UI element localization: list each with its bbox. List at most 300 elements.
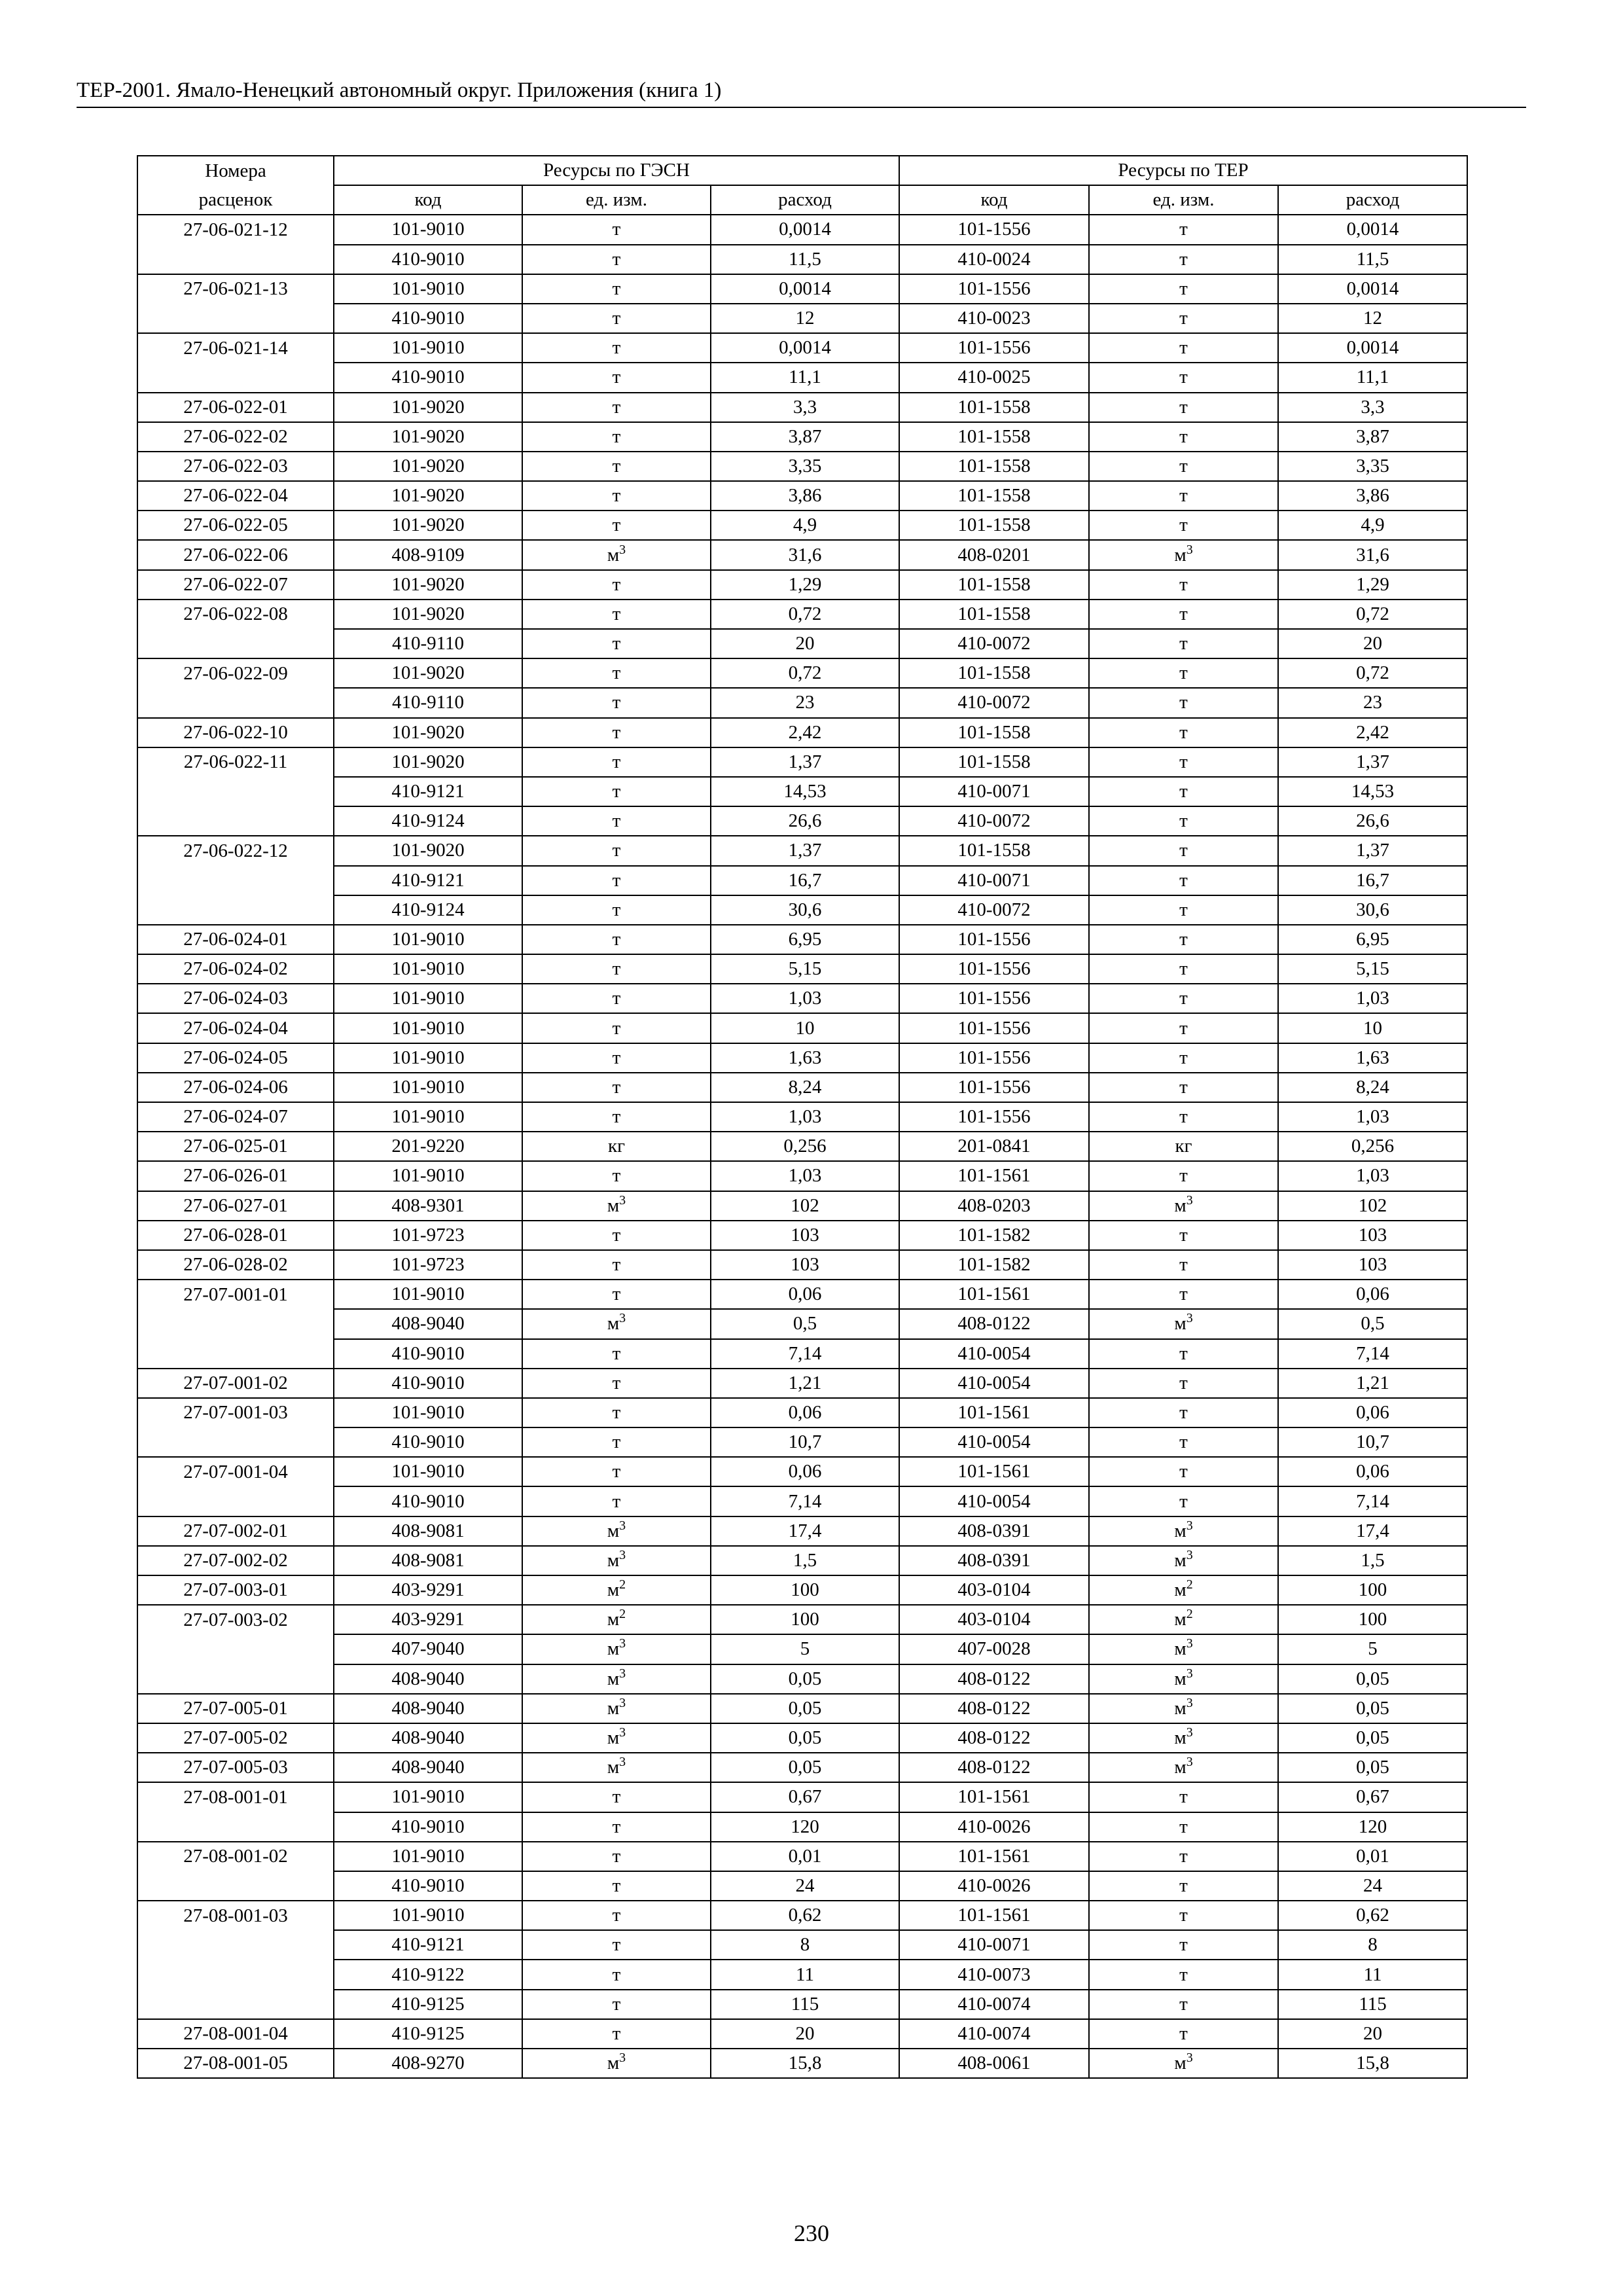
cell-ter-unit: $м^3$ <box>1089 1634 1278 1664</box>
cell-ter-code: 410-0054 <box>899 1486 1089 1516</box>
cell-gesn-unit: $м^3$ <box>522 2049 711 2078</box>
rate-number: 27-06-024-06 <box>137 1073 334 1102</box>
cell-ter-qty: 1,37 <box>1278 747 1467 777</box>
cell-gesn-code: 101-9010 <box>334 1782 522 1812</box>
cell-ter-code: 101-1558 <box>899 747 1089 777</box>
cell-ter-unit: т <box>1089 422 1278 452</box>
cell-ter-unit: т <box>1089 1043 1278 1073</box>
cell-gesn-code: 101-9010 <box>334 1398 522 1427</box>
cell-gesn-qty: 0,256 <box>711 1132 899 1161</box>
cell-gesn-code: 101-9020 <box>334 658 522 688</box>
cell-ter-unit: т <box>1089 1871 1278 1901</box>
cell-gesn-code: 403-9291 <box>334 1605 522 1634</box>
cell-ter-code: 101-1556 <box>899 954 1089 984</box>
cell-ter-code: 101-1558 <box>899 452 1089 481</box>
cell-ter-unit: $м^3$ <box>1089 1723 1278 1753</box>
rate-number-continuation <box>137 629 334 658</box>
cell-ter-unit: т <box>1089 866 1278 895</box>
cell-gesn-unit: т <box>522 1398 711 1427</box>
table-row <box>137 1457 1467 1486</box>
page-header-title: ТЕР-2001. Ямало-Ненецкий автономный округ. Приложения (книга 1) <box>77 79 722 102</box>
cell-ter-code: 410-0024 <box>899 245 1089 274</box>
cell-ter-unit: т <box>1089 333 1278 363</box>
cell-ter-unit: т <box>1089 481 1278 511</box>
cell-ter-qty: 1,21 <box>1278 1369 1467 1398</box>
cell-ter-qty: 8 <box>1278 1930 1467 1960</box>
cell-gesn-unit: т <box>522 393 711 422</box>
table-row <box>137 866 1467 895</box>
table-row <box>137 1782 1467 1812</box>
cell-ter-unit: т <box>1089 600 1278 629</box>
cell-ter-code: 101-1582 <box>899 1250 1089 1280</box>
cell-ter-code: 410-0071 <box>899 866 1089 895</box>
rate-number-continuation <box>137 1486 334 1516</box>
cell-gesn-unit: кг <box>522 1132 711 1161</box>
cell-ter-qty: 1,03 <box>1278 1161 1467 1191</box>
cell-gesn-qty: 5,15 <box>711 954 899 984</box>
header-group-gesn: Ресурсы по ГЭСН <box>334 156 899 185</box>
rate-number-continuation <box>137 1871 334 1901</box>
cell-gesn-unit: $м^2$ <box>522 1605 711 1634</box>
table-row <box>137 570 1467 600</box>
cell-ter-code: 408-0203 <box>899 1191 1089 1221</box>
cell-gesn-unit: т <box>522 629 711 658</box>
resource-table <box>137 155 1468 2079</box>
rate-number-continuation <box>137 1960 334 1989</box>
cell-gesn-qty: 0,05 <box>711 1723 899 1753</box>
table-row <box>137 1102 1467 1132</box>
table-row <box>137 718 1467 747</box>
cell-ter-unit: т <box>1089 747 1278 777</box>
rate-number: 27-07-001-01 <box>137 1280 334 1309</box>
cell-ter-unit: т <box>1089 245 1278 274</box>
cell-ter-qty: 1,29 <box>1278 570 1467 600</box>
cell-ter-code: 408-0122 <box>899 1753 1089 1782</box>
rate-number: 27-07-005-03 <box>137 1753 334 1782</box>
cell-gesn-code: 101-9010 <box>334 1013 522 1043</box>
table-row <box>137 2049 1467 2078</box>
rate-number: 27-06-024-02 <box>137 954 334 984</box>
cell-gesn-qty: 10 <box>711 1013 899 1043</box>
cell-ter-qty: 0,5 <box>1278 1309 1467 1338</box>
cell-gesn-qty: 5 <box>711 1634 899 1664</box>
cell-gesn-unit: т <box>522 836 711 865</box>
rate-number: 27-08-001-01 <box>137 1782 334 1812</box>
cell-ter-qty: 0,06 <box>1278 1457 1467 1486</box>
cell-gesn-code: 101-9020 <box>334 718 522 747</box>
cell-ter-code: 410-0025 <box>899 363 1089 392</box>
cell-gesn-unit: $м^3$ <box>522 1309 711 1338</box>
cell-gesn-unit: т <box>522 1250 711 1280</box>
cell-gesn-unit: т <box>522 1842 711 1871</box>
rate-number: 27-08-001-03 <box>137 1901 334 1930</box>
cell-gesn-code: 408-9081 <box>334 1516 522 1546</box>
table-row <box>137 245 1467 274</box>
cell-gesn-code: 410-9010 <box>334 245 522 274</box>
cell-gesn-code: 410-9010 <box>334 1871 522 1901</box>
cell-ter-unit: $м^2$ <box>1089 1605 1278 1634</box>
cell-gesn-code: 410-9121 <box>334 777 522 806</box>
cell-gesn-unit: т <box>522 1901 711 1930</box>
cell-gesn-unit: т <box>522 304 711 333</box>
table-row <box>137 984 1467 1013</box>
cell-gesn-code: 410-9110 <box>334 629 522 658</box>
cell-ter-code: 101-1558 <box>899 511 1089 540</box>
table-row <box>137 1753 1467 1782</box>
cell-gesn-qty: 0,0014 <box>711 274 899 304</box>
table-row <box>137 1605 1467 1634</box>
rate-number: 27-06-021-13 <box>137 274 334 304</box>
cell-gesn-qty: 15,8 <box>711 2049 899 2078</box>
cell-ter-unit: т <box>1089 1782 1278 1812</box>
cell-ter-code: 410-0074 <box>899 2019 1089 2049</box>
cell-ter-qty: 24 <box>1278 1871 1467 1901</box>
cell-gesn-qty: 1,03 <box>711 1102 899 1132</box>
cell-ter-unit: т <box>1089 954 1278 984</box>
cell-gesn-unit: $м^3$ <box>522 1753 711 1782</box>
rate-number-continuation <box>137 363 334 392</box>
cell-ter-code: 101-1556 <box>899 1013 1089 1043</box>
rate-number-continuation <box>137 1634 334 1664</box>
cell-gesn-code: 101-9020 <box>334 747 522 777</box>
cell-gesn-qty: 12 <box>711 304 899 333</box>
cell-gesn-qty: 0,72 <box>711 600 899 629</box>
cell-ter-unit: т <box>1089 1842 1278 1871</box>
cell-ter-code: 410-0072 <box>899 688 1089 717</box>
cell-ter-unit: $м^3$ <box>1089 540 1278 569</box>
cell-ter-qty: 115 <box>1278 1990 1467 2019</box>
cell-ter-qty: 0,05 <box>1278 1723 1467 1753</box>
cell-gesn-qty: 0,0014 <box>711 333 899 363</box>
cell-gesn-code: 408-9040 <box>334 1694 522 1723</box>
cell-gesn-unit: т <box>522 895 711 925</box>
cell-ter-unit: т <box>1089 511 1278 540</box>
table-row <box>137 1664 1467 1694</box>
cell-ter-unit: т <box>1089 806 1278 836</box>
cell-ter-qty: 1,5 <box>1278 1546 1467 1575</box>
cell-gesn-qty: 6,95 <box>711 925 899 954</box>
cell-ter-code: 101-1558 <box>899 836 1089 865</box>
table-row <box>137 1486 1467 1516</box>
rate-number: 27-06-021-12 <box>137 215 334 244</box>
table-row <box>137 540 1467 569</box>
table-row <box>137 304 1467 333</box>
cell-ter-unit: т <box>1089 363 1278 392</box>
rate-number-continuation <box>137 304 334 333</box>
cell-gesn-qty: 11,5 <box>711 245 899 274</box>
cell-gesn-unit: т <box>522 245 711 274</box>
rate-number: 27-06-022-12 <box>137 836 334 865</box>
cell-gesn-unit: $м^2$ <box>522 1575 711 1605</box>
cell-gesn-code: 101-9010 <box>334 1457 522 1486</box>
table-row <box>137 836 1467 865</box>
cell-gesn-qty: 0,05 <box>711 1664 899 1694</box>
cell-ter-unit: т <box>1089 836 1278 865</box>
rate-number: 27-06-024-05 <box>137 1043 334 1073</box>
rate-number-continuation <box>137 245 334 274</box>
cell-gesn-unit: т <box>522 925 711 954</box>
cell-gesn-code: 408-9109 <box>334 540 522 569</box>
table-row <box>137 658 1467 688</box>
cell-gesn-unit: т <box>522 1073 711 1102</box>
rate-number: 27-06-022-07 <box>137 570 334 600</box>
cell-ter-code: 101-1556 <box>899 1043 1089 1073</box>
cell-gesn-qty: 11 <box>711 1960 899 1989</box>
cell-ter-code: 408-0122 <box>899 1664 1089 1694</box>
rate-number-continuation <box>137 1339 334 1369</box>
header-number-line2: расценок <box>137 185 334 215</box>
cell-ter-qty: 5,15 <box>1278 954 1467 984</box>
cell-ter-qty: 2,42 <box>1278 718 1467 747</box>
cell-ter-qty: 0,05 <box>1278 1753 1467 1782</box>
table-row <box>137 1812 1467 1842</box>
cell-gesn-qty: 103 <box>711 1221 899 1250</box>
cell-gesn-qty: 3,3 <box>711 393 899 422</box>
header-ter-code: код <box>899 185 1089 215</box>
rate-number: 27-08-001-04 <box>137 2019 334 2049</box>
cell-gesn-qty: 20 <box>711 629 899 658</box>
cell-gesn-unit: т <box>522 718 711 747</box>
cell-gesn-qty: 24 <box>711 1871 899 1901</box>
table-row <box>137 215 1467 244</box>
cell-gesn-code: 101-9020 <box>334 393 522 422</box>
cell-gesn-qty: 2,42 <box>711 718 899 747</box>
cell-ter-qty: 0,67 <box>1278 1782 1467 1812</box>
cell-gesn-qty: 17,4 <box>711 1516 899 1546</box>
cell-ter-code: 410-0072 <box>899 895 1089 925</box>
cell-gesn-qty: 0,62 <box>711 1901 899 1930</box>
cell-gesn-unit: т <box>522 1427 711 1457</box>
table-row <box>137 895 1467 925</box>
cell-ter-code: 403-0104 <box>899 1605 1089 1634</box>
table-row <box>137 954 1467 984</box>
cell-gesn-code: 410-9124 <box>334 895 522 925</box>
rate-number: 27-07-003-02 <box>137 1605 334 1634</box>
cell-gesn-unit: т <box>522 747 711 777</box>
cell-ter-code: 408-0061 <box>899 2049 1089 2078</box>
cell-gesn-qty: 4,9 <box>711 511 899 540</box>
rate-number: 27-06-024-04 <box>137 1013 334 1043</box>
cell-gesn-code: 410-9122 <box>334 1960 522 1989</box>
cell-gesn-unit: т <box>522 954 711 984</box>
table-row <box>137 422 1467 452</box>
cell-ter-unit: т <box>1089 688 1278 717</box>
rate-number: 27-06-024-03 <box>137 984 334 1013</box>
cell-gesn-qty: 100 <box>711 1575 899 1605</box>
cell-ter-qty: 31,6 <box>1278 540 1467 569</box>
cell-gesn-code: 101-9010 <box>334 1073 522 1102</box>
cell-gesn-code: 101-9020 <box>334 452 522 481</box>
rate-number: 27-06-024-07 <box>137 1102 334 1132</box>
cell-gesn-unit: т <box>522 1161 711 1191</box>
cell-gesn-unit: $м^3$ <box>522 1516 711 1546</box>
cell-gesn-qty: 1,21 <box>711 1369 899 1398</box>
rate-number-continuation <box>137 806 334 836</box>
rate-number: 27-07-002-01 <box>137 1516 334 1546</box>
cell-ter-qty: 0,256 <box>1278 1132 1467 1161</box>
table-row <box>137 1073 1467 1102</box>
table-row <box>137 481 1467 511</box>
cell-ter-unit: т <box>1089 1221 1278 1250</box>
table-row <box>137 393 1467 422</box>
cell-gesn-code: 410-9010 <box>334 363 522 392</box>
cell-ter-unit: т <box>1089 1960 1278 1989</box>
cell-ter-unit: $м^3$ <box>1089 1753 1278 1782</box>
cell-gesn-unit: т <box>522 363 711 392</box>
cell-gesn-code: 410-9121 <box>334 866 522 895</box>
cell-ter-code: 101-1556 <box>899 1073 1089 1102</box>
cell-ter-unit: т <box>1089 1339 1278 1369</box>
cell-ter-unit: $м^3$ <box>1089 1664 1278 1694</box>
rate-number: 27-07-005-01 <box>137 1694 334 1723</box>
cell-ter-unit: т <box>1089 658 1278 688</box>
cell-ter-unit: т <box>1089 925 1278 954</box>
cell-ter-unit: т <box>1089 1901 1278 1930</box>
cell-gesn-unit: т <box>522 688 711 717</box>
cell-ter-unit: $м^3$ <box>1089 2049 1278 2078</box>
cell-ter-qty: 0,01 <box>1278 1842 1467 1871</box>
cell-ter-unit: т <box>1089 1398 1278 1427</box>
cell-gesn-qty: 1,03 <box>711 1161 899 1191</box>
cell-gesn-unit: т <box>522 570 711 600</box>
rate-number-continuation <box>137 1990 334 2019</box>
rate-number: 27-07-003-01 <box>137 1575 334 1605</box>
cell-gesn-unit: т <box>522 1339 711 1369</box>
cell-gesn-unit: т <box>522 481 711 511</box>
table-row <box>137 1516 1467 1546</box>
rate-number-continuation <box>137 895 334 925</box>
cell-ter-qty: 100 <box>1278 1605 1467 1634</box>
cell-gesn-qty: 0,06 <box>711 1398 899 1427</box>
table-row <box>137 1427 1467 1457</box>
rate-number: 27-07-005-02 <box>137 1723 334 1753</box>
cell-gesn-unit: т <box>522 1990 711 2019</box>
cell-ter-qty: 0,05 <box>1278 1694 1467 1723</box>
rate-number: 27-06-022-08 <box>137 600 334 629</box>
cell-ter-code: 101-1556 <box>899 215 1089 244</box>
table-row <box>137 1398 1467 1427</box>
cell-ter-qty: 17,4 <box>1278 1516 1467 1546</box>
cell-gesn-unit: т <box>522 333 711 363</box>
cell-ter-unit: т <box>1089 1369 1278 1398</box>
rate-number: 27-06-022-09 <box>137 658 334 688</box>
cell-ter-unit: $м^3$ <box>1089 1191 1278 1221</box>
table-row <box>137 629 1467 658</box>
cell-gesn-code: 101-9010 <box>334 925 522 954</box>
cell-ter-unit: т <box>1089 984 1278 1013</box>
cell-gesn-code: 101-9723 <box>334 1250 522 1280</box>
cell-gesn-code: 410-9125 <box>334 2019 522 2049</box>
cell-gesn-unit: т <box>522 1280 711 1309</box>
header-gesn-unit: ед. изм. <box>522 185 711 215</box>
cell-ter-qty: 15,8 <box>1278 2049 1467 2078</box>
cell-gesn-code: 101-9020 <box>334 600 522 629</box>
table-row <box>137 1221 1467 1250</box>
cell-gesn-unit: т <box>522 452 711 481</box>
table-row <box>137 1575 1467 1605</box>
cell-gesn-qty: 0,05 <box>711 1694 899 1723</box>
cell-ter-qty: 20 <box>1278 2019 1467 2049</box>
cell-gesn-code: 101-9020 <box>334 570 522 600</box>
cell-gesn-qty: 7,14 <box>711 1486 899 1516</box>
table-row <box>137 333 1467 363</box>
table-row <box>137 1191 1467 1221</box>
cell-gesn-qty: 0,06 <box>711 1457 899 1486</box>
cell-ter-qty: 0,05 <box>1278 1664 1467 1694</box>
cell-gesn-unit: $м^3$ <box>522 1634 711 1664</box>
rate-number: 27-06-022-03 <box>137 452 334 481</box>
cell-gesn-unit: т <box>522 866 711 895</box>
rate-number: 27-06-021-14 <box>137 333 334 363</box>
cell-gesn-qty: 1,37 <box>711 836 899 865</box>
rate-number: 27-07-001-04 <box>137 1457 334 1486</box>
cell-gesn-qty: 102 <box>711 1191 899 1221</box>
cell-ter-unit: т <box>1089 274 1278 304</box>
cell-ter-unit: $м^3$ <box>1089 1516 1278 1546</box>
cell-ter-qty: 120 <box>1278 1812 1467 1842</box>
cell-gesn-qty: 23 <box>711 688 899 717</box>
cell-ter-code: 201-0841 <box>899 1132 1089 1161</box>
header-gesn-qty: расход <box>711 185 899 215</box>
table-row <box>137 1842 1467 1871</box>
cell-gesn-qty: 0,72 <box>711 658 899 688</box>
cell-ter-code: 410-0026 <box>899 1871 1089 1901</box>
cell-ter-code: 408-0391 <box>899 1546 1089 1575</box>
cell-ter-qty: 1,03 <box>1278 1102 1467 1132</box>
cell-gesn-code: 101-9010 <box>334 1280 522 1309</box>
cell-ter-code: 101-1561 <box>899 1457 1089 1486</box>
cell-ter-qty: 26,6 <box>1278 806 1467 836</box>
cell-ter-qty: 0,72 <box>1278 600 1467 629</box>
cell-gesn-unit: т <box>522 600 711 629</box>
cell-gesn-unit: т <box>522 1486 711 1516</box>
cell-gesn-code: 101-9010 <box>334 1901 522 1930</box>
cell-ter-qty: 3,87 <box>1278 422 1467 452</box>
table-row <box>137 1013 1467 1043</box>
cell-ter-unit: т <box>1089 1930 1278 1960</box>
cell-gesn-qty: 11,1 <box>711 363 899 392</box>
cell-gesn-unit: т <box>522 1782 711 1812</box>
cell-gesn-qty: 1,37 <box>711 747 899 777</box>
cell-ter-unit: т <box>1089 2019 1278 2049</box>
table-row <box>137 1132 1467 1161</box>
cell-gesn-unit: т <box>522 658 711 688</box>
cell-ter-unit: т <box>1089 1427 1278 1457</box>
table-row <box>137 511 1467 540</box>
rate-number: 27-07-002-02 <box>137 1546 334 1575</box>
cell-gesn-qty: 103 <box>711 1250 899 1280</box>
cell-ter-code: 101-1558 <box>899 422 1089 452</box>
cell-ter-qty: 0,72 <box>1278 658 1467 688</box>
cell-gesn-code: 408-9040 <box>334 1664 522 1694</box>
cell-ter-unit: т <box>1089 1013 1278 1043</box>
cell-gesn-qty: 3,35 <box>711 452 899 481</box>
cell-gesn-code: 410-9124 <box>334 806 522 836</box>
cell-ter-code: 101-1561 <box>899 1280 1089 1309</box>
rate-number: 27-06-028-02 <box>137 1250 334 1280</box>
cell-ter-unit: т <box>1089 1990 1278 2019</box>
cell-ter-code: 410-0026 <box>899 1812 1089 1842</box>
rate-number-continuation <box>137 688 334 717</box>
cell-ter-code: 408-0122 <box>899 1723 1089 1753</box>
table-row <box>137 1901 1467 1930</box>
cell-gesn-qty: 0,06 <box>711 1280 899 1309</box>
cell-ter-qty: 11,5 <box>1278 245 1467 274</box>
cell-gesn-code: 101-9010 <box>334 1161 522 1191</box>
rate-number: 27-06-026-01 <box>137 1161 334 1191</box>
rate-number: 27-06-024-01 <box>137 925 334 954</box>
cell-ter-code: 410-0073 <box>899 1960 1089 1989</box>
